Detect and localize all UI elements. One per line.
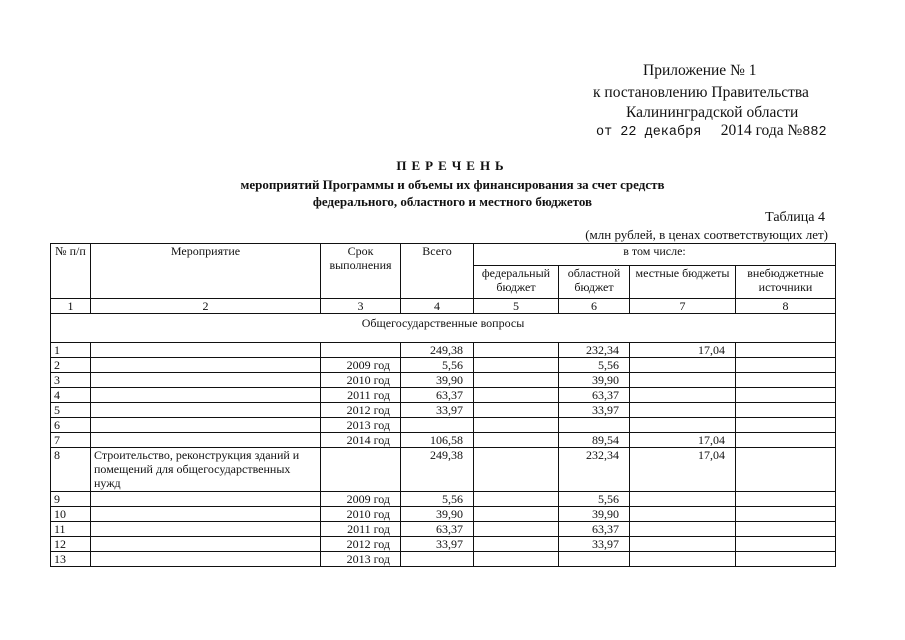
table-row — [51, 522, 836, 537]
col-number: 8 — [736, 299, 836, 314]
header-row-1 — [51, 244, 836, 266]
row-regional — [559, 418, 630, 433]
row-extra — [736, 403, 836, 418]
row-extra — [736, 343, 836, 358]
date-year: 2014 года № — [720, 122, 803, 139]
row-term: 2009 год — [321, 492, 401, 507]
row-event — [91, 403, 321, 418]
row-local: 17,04 — [630, 448, 736, 492]
row-total: 63,37 — [401, 522, 474, 537]
table-row — [51, 373, 836, 388]
row-term: 2013 год — [321, 418, 401, 433]
col-number: 1 — [51, 299, 91, 314]
row-federal — [474, 507, 559, 522]
row-event — [91, 492, 321, 507]
row-event: Строительство, реконструкция зданий и помещений для общегосударственных нужд — [91, 448, 321, 492]
row-total: 249,38 — [401, 343, 474, 358]
row-federal — [474, 343, 559, 358]
row-local — [630, 522, 736, 537]
row-number: 8 — [51, 448, 91, 492]
row-extra — [736, 448, 836, 492]
appendix-date — [596, 122, 827, 140]
row-event — [91, 358, 321, 373]
table-row — [51, 448, 836, 492]
row-number: 12 — [51, 537, 91, 552]
row-number: 1 — [51, 343, 91, 358]
table-row — [51, 492, 836, 507]
financing-table — [50, 243, 836, 567]
row-term: 2012 год — [321, 537, 401, 552]
row-event — [91, 552, 321, 567]
table-row — [51, 537, 836, 552]
row-federal — [474, 418, 559, 433]
row-extra — [736, 388, 836, 403]
col-number: 6 — [559, 299, 630, 314]
row-term: 2011 год — [321, 388, 401, 403]
row-extra — [736, 537, 836, 552]
row-term: 2014 год — [321, 433, 401, 448]
col-number: 5 — [474, 299, 559, 314]
row-event — [91, 373, 321, 388]
row-regional: 39,90 — [559, 507, 630, 522]
row-extra — [736, 507, 836, 522]
row-federal — [474, 448, 559, 492]
row-event — [91, 418, 321, 433]
row-term: 2010 год — [321, 373, 401, 388]
row-regional: 33,97 — [559, 403, 630, 418]
col-header-federal: федеральный бюджет — [474, 266, 559, 299]
row-total: 33,97 — [401, 537, 474, 552]
row-total: 5,56 — [401, 492, 474, 507]
row-number: 6 — [51, 418, 91, 433]
row-local — [630, 358, 736, 373]
row-regional: 39,90 — [559, 373, 630, 388]
row-regional: 89,54 — [559, 433, 630, 448]
row-term: 2010 год — [321, 507, 401, 522]
row-number: 13 — [51, 552, 91, 567]
row-regional: 63,37 — [559, 388, 630, 403]
date-prefix: от 22 декабря — [596, 125, 702, 140]
table-row — [51, 418, 836, 433]
row-event — [91, 507, 321, 522]
row-event — [91, 433, 321, 448]
row-event — [91, 537, 321, 552]
row-extra — [736, 373, 836, 388]
col-header-num: № п/п — [51, 244, 91, 299]
table-row — [51, 388, 836, 403]
appendix-title: Приложение № 1 — [643, 62, 757, 79]
row-event — [91, 522, 321, 537]
section-row — [51, 314, 836, 343]
row-federal — [474, 433, 559, 448]
col-header-event: Мероприятие — [91, 244, 321, 299]
col-number: 7 — [630, 299, 736, 314]
row-regional: 232,34 — [559, 448, 630, 492]
row-term — [321, 448, 401, 492]
document-subtitle-2: федерального, областного и местного бюджетов — [312, 194, 593, 209]
row-regional: 63,37 — [559, 522, 630, 537]
table-row — [51, 552, 836, 567]
table-label: Таблица 4 — [765, 210, 825, 225]
row-federal — [474, 537, 559, 552]
row-federal — [474, 552, 559, 567]
row-total: 5,56 — [401, 358, 474, 373]
row-local — [630, 507, 736, 522]
row-total: 39,90 — [401, 507, 474, 522]
row-number: 7 — [51, 433, 91, 448]
row-term — [321, 343, 401, 358]
row-regional: 33,97 — [559, 537, 630, 552]
row-local: 17,04 — [630, 433, 736, 448]
row-number: 4 — [51, 388, 91, 403]
col-number: 3 — [321, 299, 401, 314]
row-event — [91, 388, 321, 403]
col-header-including: в том числе: — [474, 244, 836, 266]
row-federal — [474, 522, 559, 537]
col-number: 2 — [91, 299, 321, 314]
row-regional — [559, 552, 630, 567]
row-local — [630, 418, 736, 433]
row-term: 2012 год — [321, 403, 401, 418]
row-federal — [474, 358, 559, 373]
row-number: 3 — [51, 373, 91, 388]
row-federal — [474, 388, 559, 403]
appendix-line-3: Калининградской области — [626, 104, 799, 121]
col-header-total: Всего — [401, 244, 474, 299]
col-number: 4 — [401, 299, 474, 314]
col-header-term: Срок выполнения — [321, 244, 401, 299]
row-total: 33,97 — [401, 403, 474, 418]
row-extra — [736, 418, 836, 433]
row-number: 9 — [51, 492, 91, 507]
table-row — [51, 433, 836, 448]
row-extra — [736, 492, 836, 507]
units-note: (млн рублей, в ценах соответствующих лет) — [585, 227, 828, 242]
row-local — [630, 537, 736, 552]
row-federal — [474, 492, 559, 507]
row-extra — [736, 522, 836, 537]
row-local — [630, 492, 736, 507]
row-local — [630, 403, 736, 418]
row-total — [401, 552, 474, 567]
row-term: 2009 год — [321, 358, 401, 373]
row-total — [401, 418, 474, 433]
table-row — [51, 507, 836, 522]
section-title: Общегосударственные вопросы — [51, 314, 836, 343]
document-title: ПЕРЕЧЕНЬ — [396, 158, 509, 173]
document-subtitle-1: мероприятий Программы и объемы их финансирования за счет средств — [240, 177, 665, 192]
table-row — [51, 358, 836, 373]
row-local — [630, 552, 736, 567]
row-number: 2 — [51, 358, 91, 373]
col-header-regional: областной бюджет — [559, 266, 630, 299]
row-total: 249,38 — [401, 448, 474, 492]
row-total: 63,37 — [401, 388, 474, 403]
row-term: 2011 год — [321, 522, 401, 537]
row-extra — [736, 552, 836, 567]
row-number: 10 — [51, 507, 91, 522]
row-extra — [736, 433, 836, 448]
column-number-row — [51, 299, 836, 314]
row-total: 106,58 — [401, 433, 474, 448]
row-federal — [474, 373, 559, 388]
row-regional: 5,56 — [559, 358, 630, 373]
row-term: 2013 год — [321, 552, 401, 567]
col-header-local: местные бюджеты — [630, 266, 736, 299]
row-event — [91, 343, 321, 358]
row-regional: 232,34 — [559, 343, 630, 358]
col-header-extra: внебюджетные источники — [736, 266, 836, 299]
decree-number: 882 — [802, 125, 827, 140]
row-federal — [474, 403, 559, 418]
row-local — [630, 373, 736, 388]
row-number: 11 — [51, 522, 91, 537]
table-row — [51, 343, 836, 358]
row-local: 17,04 — [630, 343, 736, 358]
row-total: 39,90 — [401, 373, 474, 388]
appendix-line-2: к постановлению Правительства — [593, 84, 809, 101]
row-extra — [736, 358, 836, 373]
row-number: 5 — [51, 403, 91, 418]
row-regional: 5,56 — [559, 492, 630, 507]
table-row — [51, 403, 836, 418]
row-local — [630, 388, 736, 403]
